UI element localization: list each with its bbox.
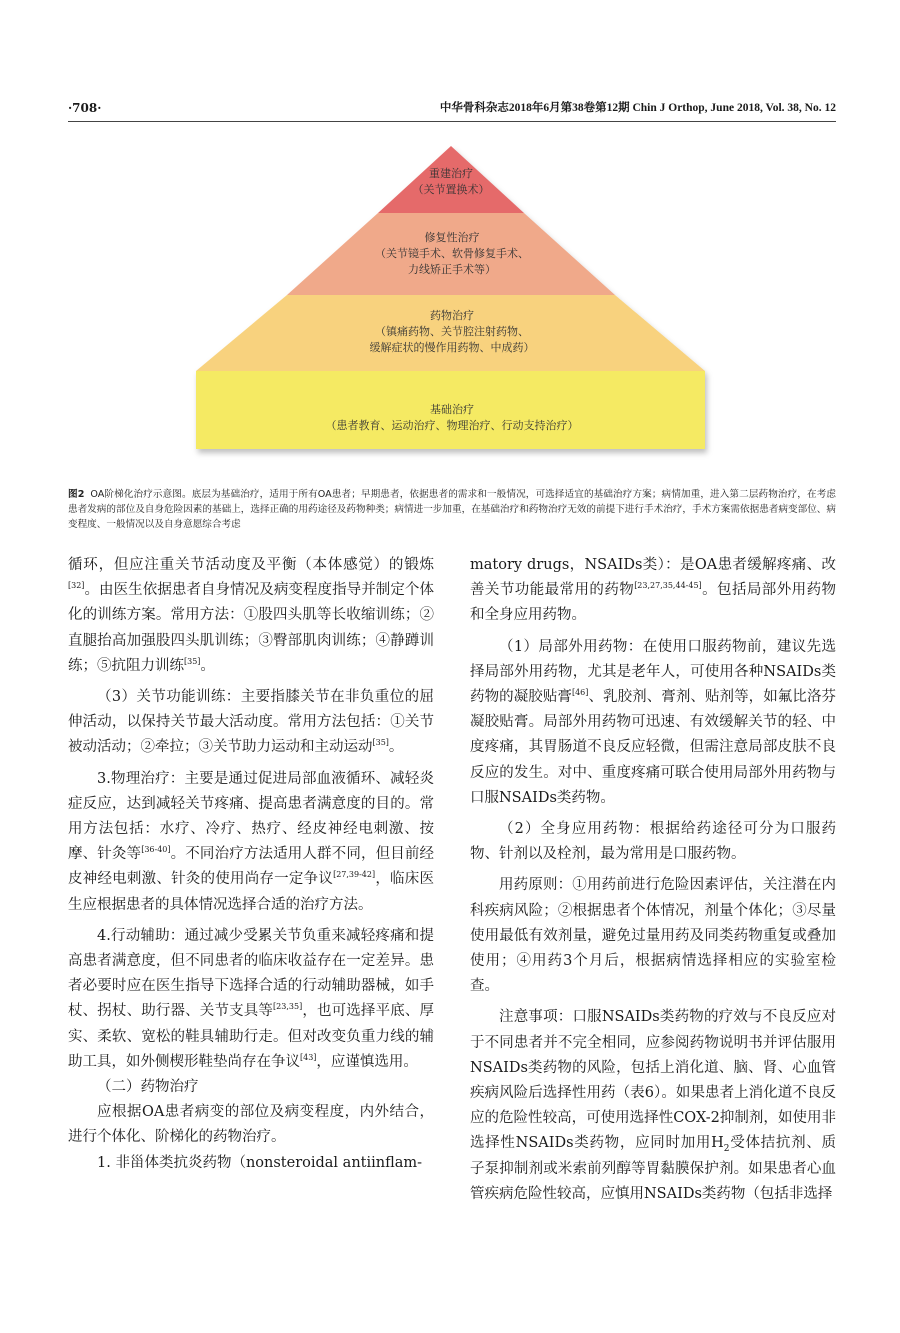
paragraph: 3.物理治疗：主要是通过促进局部血液循环、减轻炎症反应，达到减轻关节疼痛、提高患者满意度的目的。常用方法包括：水疗、冷疗、热疗、经皮神经电刺激、按摩、针灸等[36-40]。不同治疗方法适用人群不同，但目前经皮神经电刺激、针灸的使用尚存一定争议[27,39-42]，临床医生应根据患者的具体情况选择合适的治疗方法。 xyxy=(68,770,435,913)
figure-caption xyxy=(68,487,836,532)
tier-1-detail: （关节置换术） xyxy=(412,183,490,196)
citation: [23,27,35,44-45] xyxy=(634,581,702,591)
tier-3-label xyxy=(252,308,652,356)
page-header xyxy=(68,98,836,118)
subscript: 2 xyxy=(723,1144,730,1155)
paragraph: 应根据OA患者病变的部位及病变程度，内外结合，进行个体化、阶梯化的药物治疗。 xyxy=(68,1104,434,1146)
citation: [27,39-42] xyxy=(333,870,376,880)
tier-1-label xyxy=(362,166,540,198)
tier-2-detail: （关节镜手术、软骨修复手术、 xyxy=(375,247,529,260)
citation: [35] xyxy=(184,656,201,666)
tier-2-detail: 力线矫正手术等） xyxy=(408,263,496,276)
citation: [43] xyxy=(300,1053,317,1063)
paragraph: （1）局部外用药物：在使用口服药物前，建议先选择局部外用药物，尤其是老年人，可使用各种NSAIDs类药物的凝胶贴膏[46]、乳胶剂、膏剂、贴剂等，如氟比洛芬凝胶贴膏。局部外用药物可迅速、有效缓解关节的轻、中度疼痛，其胃肠道不良反应轻微，但需注意局部皮肤不良反应的发生。对中、重度疼痛可联合使用局部外用药物与口服NSAIDs类药物。 xyxy=(470,638,837,806)
tier-3-detail: 缓解症状的慢作用药物、中成药） xyxy=(369,341,535,354)
citation: [35] xyxy=(372,738,389,748)
section-heading: （二）药物治疗 xyxy=(97,1079,199,1096)
paragraph: （2）全身应用药物：根据给药途径可分为口服药物、针剂以及栓剂，最为常用是口服药物。 xyxy=(470,821,836,863)
left-column xyxy=(68,553,434,1176)
citation: [46] xyxy=(571,688,589,698)
tier-3-detail: （镇痛药物、关节腔注射药物、 xyxy=(375,325,529,338)
paragraph: 用药原则：①用药前进行危险因素评估，关注潜在内科疾病风险；②根据患者个体情况，剂量个体化；③尽量使用最低有效剂量，避免过量用药及同类药物重复或叠加使用；④用药3个月后，根据病情选择相应的实验室检查。 xyxy=(470,877,836,995)
tier-2-title: 修复性治疗 xyxy=(424,231,480,244)
tier-1-title: 重建治疗 xyxy=(429,167,473,180)
right-column xyxy=(470,553,836,1207)
paragraph: matory drugs，NSAIDs类）：是OA患者缓解疼痛、改善关节功能最常用的药物[23,27,35,44-45]。包括局部外用药物和全身应用药物。 xyxy=(470,557,837,624)
tier-3-title: 药物治疗 xyxy=(430,309,474,322)
citation: [36-40] xyxy=(141,845,171,855)
figure-caption-text: OA阶梯化治疗示意图。底层为基础治疗，适用于所有OA患者；早期患者，依据患者的需求和一般情况，可选择适宜的基础治疗方案；病情加重，进入第二层药物治疗，在考虑患者发病的部位及自身危险因素的基础上，选择正确的用药途径及药物种类；病情进一步加重，在基础治疗和药物治疗无效的前提下进行手术治疗，手术方案需依据患者病变部位、病变程度、一般情况以及自身意愿综合考虑 xyxy=(68,489,836,530)
figure-pyramid xyxy=(182,134,727,460)
tier-4-detail: （患者教育、运动治疗、物理治疗、行动支持治疗） xyxy=(325,419,579,432)
paragraph: （3）关节功能训练：主要指膝关节在非负重位的屈伸活动，以保持关节最大活动度。常用方法包括：①关节被动活动；②牵拉；③关节助力运动和主动运动[35]。 xyxy=(68,689,434,756)
paragraph: 循环，但应注重关节活动度及平衡（本体感觉）的锻炼[32]。由医生依据患者自身情况及病变程度指导并制定个体化的训练方案。常用方法：①股四头肌等长收缩训练；②直腿抬高加强股四头肌训练；③臀部肌肉训练；④静蹲训练；⑤抗阻力训练[35]。 xyxy=(68,557,434,674)
tier-2-label xyxy=(292,230,612,278)
header-rule xyxy=(68,121,836,122)
citation: [32] xyxy=(68,581,85,591)
tier-4-title: 基础治疗 xyxy=(430,403,474,416)
page-number: ·708· xyxy=(68,101,102,115)
figure-label: 图2 xyxy=(68,489,85,500)
paragraph: 注意事项：口服NSAIDs类药物的疗效与不良反应对于不同患者并不完全相同，应参阅药物说明书并评估服用NSAIDs类药物的风险，包括上消化道、脑、肾、心血管疾病风险后选择性用药（表6）。如果患者上消化道不良反应的危险性较高，可使用选择性COX-2抑制剂，如使用非选择性NSAIDs类药物，应同时加用$H_2$受体拮抗剂、质子泵抑制剂或米索前列醇等胃黏膜保护剂。如果患者心血管疾病危险性较高，应慎用NSAIDs类药物（包括非选择 xyxy=(470,1009,837,1202)
paragraph: 4.行动辅助：通过减少受累关节负重来减轻疼痛和提高患者满意度，但不同患者的临床收益存在一定差异。患者必要时应在医生指导下选择合适的行动辅助器械，如手杖、拐杖、助行器、关节支具等[23,35]，也可选择平底、厚实、柔软、宽松的鞋具辅助行走。但对改变负重力线的辅助工具，如外侧楔形鞋垫尚存在争议[43]，应谨慎选用。 xyxy=(68,927,435,1070)
paragraph: 1. 非甾体类抗炎药物（nonsteroidal antiinflam- xyxy=(97,1154,423,1171)
tier-4-label xyxy=(202,402,702,434)
citation: [23,35] xyxy=(273,1002,303,1012)
journal-running-head: 中华骨科杂志2018年6月第38卷第12期 Chin J Orthop, June 2018, Vol. 38, No. 12 xyxy=(439,102,836,114)
